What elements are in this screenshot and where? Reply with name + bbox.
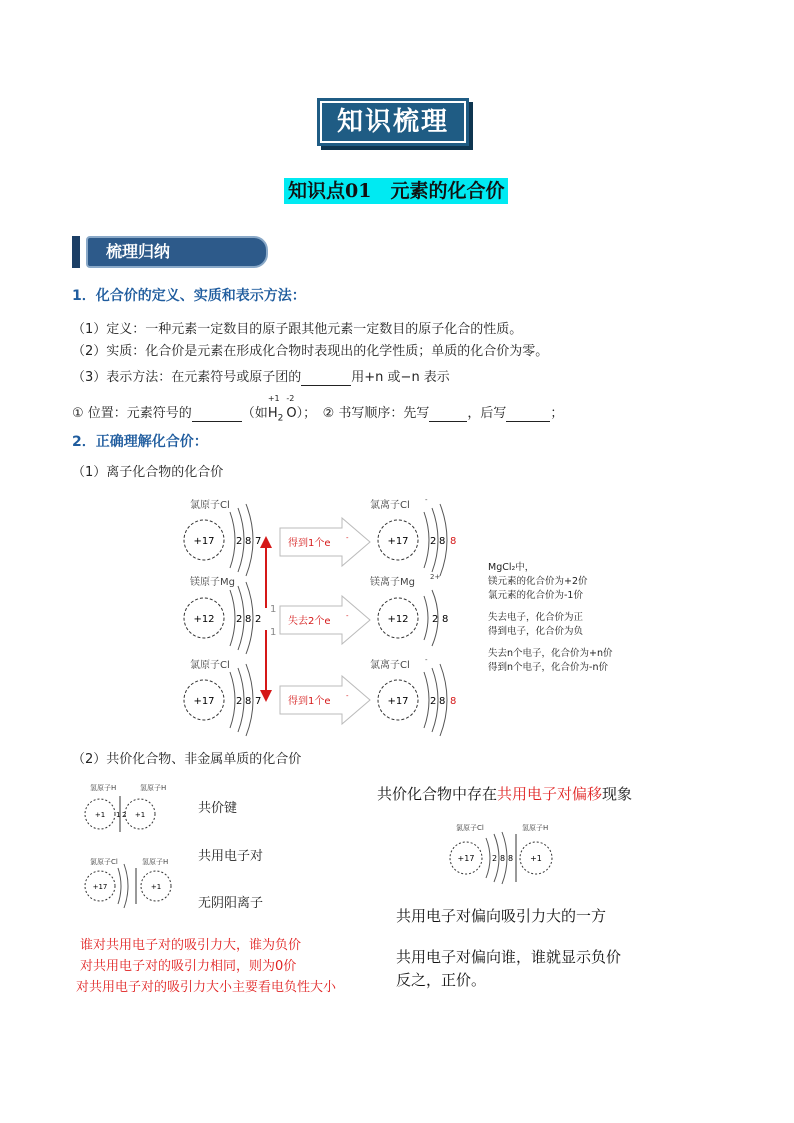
para-essence: （2）实质：化合价是元素在形成化合物时表现出的化学性质；单质的化合价为零。 — [72, 344, 549, 359]
para-position — [72, 394, 564, 424]
covalent-diagrams — [80, 778, 190, 918]
cl-label-cov: 氯原子Cl — [90, 858, 118, 866]
hcl-diagram — [440, 818, 570, 888]
cl-e3-1: 7 — [255, 536, 262, 547]
cl-shells-cov — [118, 864, 128, 908]
mg-ion-n: +12 — [387, 614, 409, 625]
hcl-h-n: +1 — [530, 854, 542, 863]
cl-atom-label-1: 氯原子Cl — [190, 500, 230, 511]
note-1: 镁元素的化合价为+2价 — [488, 576, 588, 587]
cl-atom-label-2: 氯原子Cl — [190, 660, 230, 671]
mg-e2: 8 — [245, 614, 252, 625]
text-c: 反之，正价。 — [396, 971, 487, 989]
mg-lost-2: 1 — [270, 627, 277, 638]
shift-suffix: 现象 — [602, 785, 633, 803]
h-n-cov: +1 — [150, 883, 162, 891]
mg-ion-sup: 2+ — [430, 573, 441, 581]
h-n-1: +1 — [94, 811, 106, 819]
mg-ion-e2: 8 — [442, 614, 449, 625]
mg-e3: 2 — [255, 614, 262, 625]
charge-o: -2 — [286, 394, 295, 403]
section-banner — [317, 98, 469, 146]
cl-ion-sup-2: - — [425, 656, 428, 664]
red-line-3: 对共用电子对的吸引力大小主要看电负性大小 — [76, 980, 337, 995]
lose-label: 失去2个e — [288, 616, 331, 627]
para-definition: （1）定义：一种元素一定数目的原子跟其他元素一定数目的原子化合的性质。 — [72, 322, 523, 337]
note-8: 得到n个电子，化合价为-n价 — [488, 662, 608, 673]
sub-covalent: （2）共价化合物、非金属单质的化合价 — [72, 752, 302, 767]
shift-red: 共用电子对偏移 — [497, 785, 603, 803]
position-text-b: （如 — [241, 406, 268, 421]
note-2: 氯元素的化合价为-1价 — [488, 590, 583, 601]
cl-e1-2: 2 — [236, 696, 243, 707]
cl-e2-2: 8 — [245, 696, 252, 707]
blank-3[interactable] — [429, 406, 467, 422]
red-line-1: 谁对共用电子对的吸引力大，谁为负价 — [80, 938, 302, 953]
cl-ion-e2-1: 8 — [439, 536, 446, 547]
h-e-2: 2 — [122, 811, 127, 819]
mg-e1: 2 — [236, 614, 243, 625]
gain-sup-2: - — [346, 692, 349, 700]
knowledge-point-title: 知识点01 元素的化合价 — [284, 178, 508, 204]
cl-ion-n-2: +17 — [387, 696, 409, 707]
gain-label-1: 得到1个e — [288, 538, 331, 549]
tag-label: 梳理归纳 — [106, 242, 171, 261]
formula-sub: 2 — [277, 413, 284, 424]
gain-label-2: 得到1个e — [288, 696, 331, 707]
blank-2[interactable] — [192, 406, 242, 422]
text-b: 共用电子对偏向谁，谁就显示负价 — [396, 948, 622, 966]
cl-ion-e1-1: 2 — [430, 536, 437, 547]
cl-n-cov: +17 — [92, 883, 108, 891]
hcl-h-label: 氢原子H — [522, 824, 549, 832]
heading-2: 2．正确理解化合价： — [72, 434, 208, 450]
h-e-1: 1 — [116, 811, 121, 819]
position-text-e: ； — [550, 406, 564, 421]
method-text-a: （3）表示方法：在元素符号或原子团的 — [72, 370, 302, 385]
cl-e1-1: 2 — [236, 536, 243, 547]
label-noion: 无阴阳离子 — [198, 896, 264, 911]
cl-n-1: +17 — [193, 536, 215, 547]
method-text-b: 用+n 或−n 表示 — [351, 370, 450, 385]
cl-n-2: +17 — [193, 696, 215, 707]
cl-e2-1: 8 — [245, 536, 252, 547]
h-label-cov: 氢原子H — [142, 858, 169, 866]
label-pair: 共用电子对 — [198, 849, 264, 864]
mg-atom-label: 镁原子Mg — [190, 577, 235, 588]
formula-h: H — [267, 406, 278, 421]
shift-heading — [377, 783, 632, 804]
text-a: 共用电子对偏向吸引力大的一方 — [396, 907, 607, 925]
hcl-e2: 8 — [500, 854, 506, 863]
mg-n: +12 — [193, 614, 215, 625]
cl-ion-sup-1: - — [425, 496, 428, 504]
formula-o: O — [286, 406, 297, 421]
lose-sup: - — [346, 612, 349, 620]
ionic-diagram — [170, 490, 630, 740]
note-4: 失去电子，化合价为正 — [488, 612, 584, 623]
hcl-cl-label: 氯原子Cl — [456, 824, 484, 832]
note-5: 得到电子，化合价为负 — [488, 626, 584, 637]
red-line-2: 对共用电子对的吸引力相同，则为0价 — [80, 959, 297, 974]
cl-e3-2: 7 — [255, 696, 262, 707]
cl-ion-e2-2: 8 — [439, 696, 446, 707]
hcl-cl-n: +17 — [457, 854, 475, 863]
position-text-d: ，后写 — [467, 406, 507, 421]
cl-ion-e1-2: 2 — [430, 696, 437, 707]
gain-sup-1: - — [346, 534, 349, 542]
cl-ion-n-1: +17 — [387, 536, 409, 547]
h-n-2: +1 — [134, 811, 146, 819]
mg-lost-1: 1 — [270, 604, 277, 615]
cl-ion-e3-1: 8 — [450, 536, 457, 547]
blank-1[interactable] — [301, 370, 351, 386]
note-7: 失去n个电子，化合价为+n价 — [488, 648, 613, 659]
hcl-e1: 2 — [492, 854, 498, 863]
hcl-e3: 8 — [508, 854, 514, 863]
cl-ion-label-1: 氯离子Cl — [370, 500, 410, 511]
shift-prefix: 共价化合物中存在 — [377, 785, 498, 803]
mg-ion-label: 镁离子Mg — [370, 577, 415, 588]
para-method — [72, 366, 450, 386]
blank-4[interactable] — [506, 406, 550, 422]
mg-ion-e1: 2 — [432, 614, 439, 625]
position-text-a: ① 位置：元素符号的 — [72, 406, 192, 421]
h-label-2: 氢原子H — [140, 784, 167, 792]
formula-h2o — [267, 394, 297, 424]
h-label-1: 氢原子H — [90, 784, 117, 792]
sub-ionic: （1）离子化合物的化合价 — [72, 465, 224, 480]
tag-bar — [72, 236, 80, 268]
cl-ion-label-2: 氯离子Cl — [370, 660, 410, 671]
banner-title: 知识梳理 — [336, 107, 449, 137]
position-text-c: ）； ② 书写顺序：先写 — [296, 406, 430, 421]
note-0: MgCl₂中， — [488, 562, 535, 573]
tag-pill — [86, 236, 268, 268]
cl-ion-e3-2: 8 — [450, 696, 457, 707]
heading-1: 1．化合价的定义、实质和表示方法： — [72, 288, 306, 304]
charge-h: +1 — [267, 394, 280, 403]
label-bond: 共价键 — [198, 801, 238, 816]
